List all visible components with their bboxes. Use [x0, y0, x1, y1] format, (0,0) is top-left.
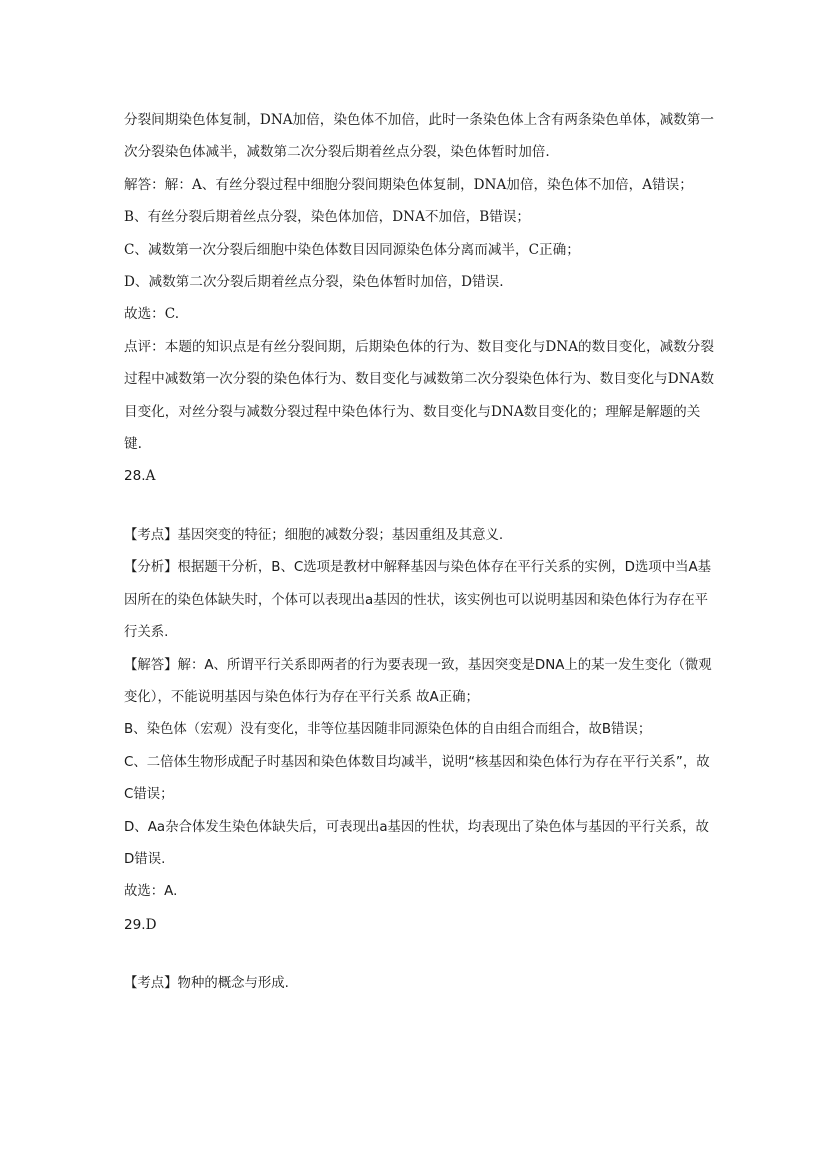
comment-paragraph: 点评：本题的知识点是有丝分裂间期，后期染色体的行为、数目变化与DNA的数目变化，减数分裂过程中减数第一次分裂的染色体行为、数目变化与减数第二次分裂染色体行为、数目变化与DNA数目变化，对丝分裂与减数分裂过程中染色体行为、数目变化与DNA数目变化的；理解是解题的关键.	[124, 338, 714, 453]
question-number: 29.	[124, 916, 146, 933]
choice-line: 故选：C.	[124, 306, 180, 323]
answer-line-b: B、有丝分裂后期着丝点分裂，染色体加倍，DNA不加倍，B错误；	[124, 209, 531, 226]
q28-choice: 故选：A.	[124, 884, 178, 900]
question-answer: D	[145, 916, 157, 933]
spacer	[124, 941, 714, 968]
explanation-paragraph: 分裂间期染色体复制，DNA加倍，染色体不加倍，此时一条染色体上含有两条染色单体，减数第一次分裂染色体减半，减数第二次分裂后期着丝点分裂，染色体暂时加倍.	[124, 112, 714, 161]
spacer	[124, 493, 714, 520]
question-28-number	[124, 460, 714, 492]
q28-option-b: B、染色体（宏观）没有变化，非等位基因随非同源染色体的自由组合而组合，故B错误；	[124, 722, 652, 738]
q28-option-c: C、二倍体生物形成配子时基因和染色体数目均减半，说明“核基因和染色体行为存在平行关系”，故C错误；	[124, 754, 710, 803]
question-answer: A	[145, 468, 156, 485]
q28-jieda: 【解答】解：A、所谓平行关系即两者的行为要表现一致，基因突变是DNA上的某一发生变化（微观变化），不能说明基因与染色体行为存在平行关系 故A正确；	[124, 657, 712, 705]
question-number: 28.	[124, 468, 146, 485]
answer-line-a: 解答：解：A、有丝分裂过程中细胞分裂间期染色体复制，DNA加倍，染色体不加倍，A错误；	[124, 176, 693, 193]
q28-fenxi: 【分析】根据题干分析，B、C选项是教材中解释基因与染色体存在平行关系的实例，D选项中当A基因所在的染色体缺失时，个体可以表现出a基因的性状，该实例也可以说明基因和染色体行为存在平行关系.	[124, 560, 712, 641]
q28-kaodian: 【考点】基因突变的特征；细胞的减数分裂；基因重组及其意义.	[124, 527, 504, 543]
answer-line-d: D、减数第二次分裂后期着丝点分裂，染色体暂时加倍，D错误.	[124, 274, 504, 291]
q29-kaodian: 【考点】物种的概念与形成.	[124, 976, 289, 992]
document-content	[124, 104, 714, 1001]
q28-option-d: D、Aa杂合体发生染色体缺失后，可表现出a基因的性状，均表现出了染色体与基因的平行关系，故D错误.	[124, 819, 709, 867]
question-29-number	[124, 909, 714, 941]
answer-line-c: C、减数第一次分裂后细胞中染色体数目因同源染色体分离而减半，C正确；	[124, 241, 580, 258]
